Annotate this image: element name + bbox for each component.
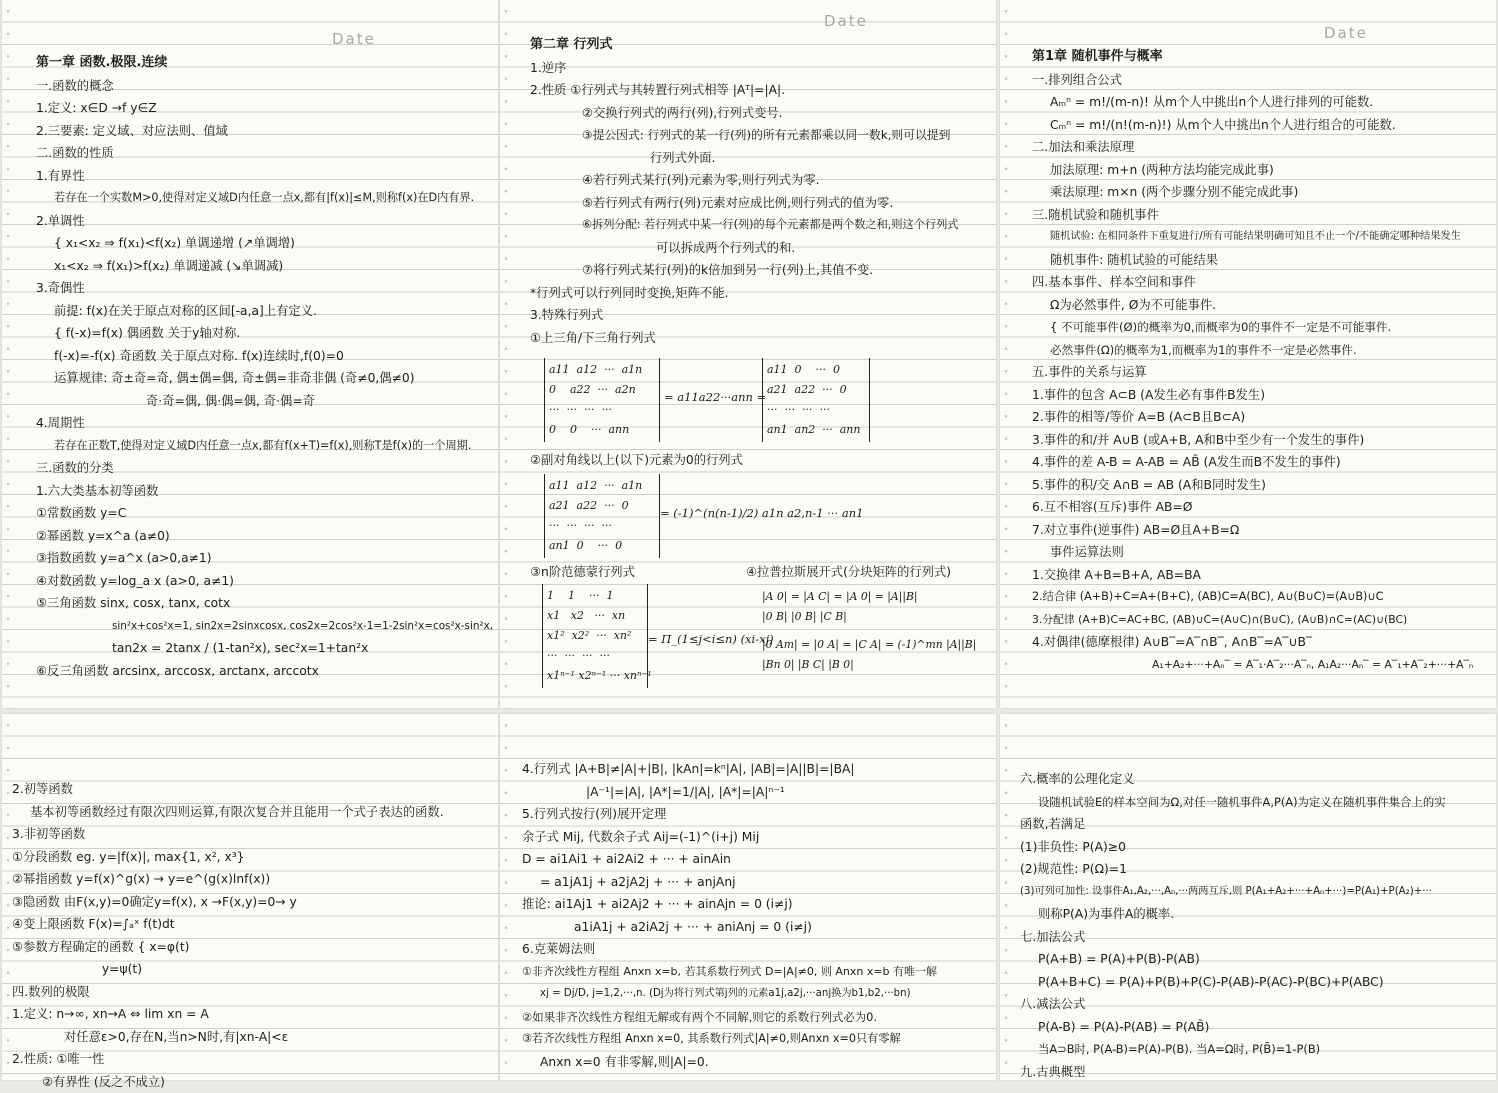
- note-line: P(A-B) = P(A)-P(AB) = P(AB̄): [1020, 1016, 1492, 1039]
- margin-dots: [1004, 0, 1008, 708]
- note-line: 1.定义: x∈D →f y∈Z: [36, 97, 496, 120]
- date-label: Date: [1324, 24, 1368, 42]
- chapter-title: 第1章 随机事件与概率: [1032, 46, 1492, 69]
- vandermonde-equality: = Π_(1≤j<i≤n) (xi-xj): [648, 632, 774, 646]
- note-line: sin²x+cos²x=1, sin2x=2sinxcosx, cos2x=2cos²x-1=1-2sin²x=cos²x-sin²x,: [36, 615, 496, 638]
- note-line: ⑤三角函数 sinx, cosx, tanx, cotx: [36, 592, 496, 615]
- note-line: 必然事件(Ω)的概率为1,而概率为1的事件不一定是必然事件.: [1032, 339, 1492, 362]
- note-line: 推论: ai1Aj1 + ai2Aj2 + ··· + ainAjn = 0 (i≠j): [522, 893, 992, 916]
- note-line: 3.非初等函数: [12, 823, 496, 846]
- note-line: 四.数列的极限: [12, 981, 496, 1004]
- note-line: ④对数函数 y=log_a x (a>0, a≠1): [36, 570, 496, 593]
- note-line: 二.加法和乘法原理: [1032, 136, 1492, 159]
- date-label: Date: [824, 12, 868, 30]
- note-line: A₁+A₂+···+Aₙ‾ = A‾₁·A‾₂···A‾ₙ, A₁A₂···Aₙ‾ = A‾₁+A‾₂+···+A‾ₙ: [1032, 654, 1492, 677]
- page3-notes: [1032, 46, 1492, 676]
- subheading: ③n阶范德蒙行列式: [530, 562, 635, 580]
- page6-notes: [1020, 768, 1492, 1083]
- note-line: Ω为必然事件, Ø为不可能事件.: [1032, 294, 1492, 317]
- note-line: 7.对立事件(逆事件) AB=Ø且A+B=Ω: [1032, 519, 1492, 542]
- note-line: 4.周期性: [36, 412, 496, 435]
- note-line: x₁<x₂ ⇒ f(x₁)>f(x₂) 单调递减 (↘单调减): [36, 255, 496, 278]
- note-line: ⑤参数方程确定的函数 { x=φ(t): [12, 936, 496, 959]
- note-line: ②交换行列式的两行(列),行列式变号.: [530, 102, 992, 125]
- note-line: ⑥拆列分配: 若行列式中某一行(列)的每个元素都是两个数之和,则这个行列式: [530, 214, 992, 237]
- note-line: 6.互不相容(互斥)事件 AB=Ø: [1032, 496, 1492, 519]
- note-line: 随机事件: 随机试验的可能结果: [1032, 249, 1492, 272]
- note-line: ③隐函数 由F(x,y)=0确定y=f(x), x →F(x,y)=0→ y: [12, 891, 496, 914]
- note-line: ③提公因式: 行列式的某一行(列)的所有元素都乘以同一数k,则可以提到: [530, 124, 992, 147]
- page4-notes: [12, 778, 496, 1093]
- note-line: 5.行列式按行(列)展开定理: [522, 803, 992, 826]
- date-label: Date: [332, 30, 376, 48]
- note-line: ②如果非齐次线性方程组无解或有两个不同解,则它的系数行列式必为0.: [522, 1006, 992, 1029]
- laplace-line: |0 B| |0 B| |C B|: [762, 610, 847, 623]
- note-line: 5.事件的积/交 A∩B = AB (A和B同时发生): [1032, 474, 1492, 497]
- note-line: 余子式 Mij, 代数余子式 Aij=(-1)^(i+j) Mij: [522, 826, 992, 849]
- note-line: 1.交换律 A+B=B+A, AB=BA: [1032, 564, 1492, 587]
- note-line: 三.随机试验和随机事件: [1032, 204, 1492, 227]
- note-line: { 不可能事件(Ø)的概率为0,而概率为0的事件不一定是不可能事件.: [1032, 316, 1492, 339]
- margin-dots: [1004, 714, 1008, 1080]
- note-line: 基本初等函数经过有限次四则运算,有限次复合并且能用一个式子表达的函数.: [12, 801, 496, 824]
- note-line: Aₘⁿ = m!/(m-n)! 从m个人中挑出n个人进行排列的可能数.: [1032, 91, 1492, 114]
- notebook-page-3: [1000, 0, 1496, 708]
- note-line: { f(-x)=f(x) 偶函数 关于y轴对称.: [36, 322, 496, 345]
- note-line: ④若行列式某行(列)元素为零,则行列式为零.: [530, 169, 992, 192]
- chapter-title: 第二章 行列式: [530, 34, 992, 57]
- note-line: ②幂函数 y=x^a (a≠0): [36, 525, 496, 548]
- note-line: 2.性质: ①唯一性: [12, 1048, 496, 1071]
- margin-dots: [504, 0, 508, 708]
- note-line: 一.函数的概念: [36, 75, 496, 98]
- note-line: 对任意ε>0,存在N,当n>N时,有|xn-A|<ε: [12, 1026, 496, 1049]
- note-line: Anxn x=0 有非零解,则|A|=0.: [522, 1051, 992, 1074]
- note-line: 一.排列组合公式: [1032, 69, 1492, 92]
- margin-dots: [504, 714, 508, 1080]
- note-line: D = ai1Ai1 + ai2Ai2 + ··· + ainAin: [522, 848, 992, 871]
- note-line: 2.三要素: 定义域、对应法则、值域: [36, 120, 496, 143]
- note-line: ①分段函数 eg. y=|f(x)|, max{1, x², x³}: [12, 846, 496, 869]
- note-line: 1.逆序: [530, 57, 992, 80]
- subheading: ④拉普拉斯展开式(分块矩阵的行列式): [746, 562, 951, 580]
- note-line: 七.加法公式: [1020, 926, 1492, 949]
- note-line: ③若齐次线性方程组 Anxn x=0, 其系数行列式|A|≠0,则Anxn x=0只有零解: [522, 1028, 992, 1051]
- notebook-page-1: [2, 0, 498, 708]
- note-line: ⑦将行列式某行(列)的k倍加到另一行(列)上,其值不变.: [530, 259, 992, 282]
- note-line: 设随机试验E的样本空间为Ω,对任一随机事件A,P(A)为定义在随机事件集合上的实: [1020, 791, 1492, 814]
- note-line: ①上三角/下三角行列式: [530, 327, 992, 350]
- note-line: y=ψ(t): [12, 958, 496, 981]
- note-line: (1)非负性: P(A)≥0: [1020, 836, 1492, 859]
- note-line: ①常数函数 y=C: [36, 502, 496, 525]
- note-line: 3.分配律 (A+B)C=AC+BC, (AB)∪C=(A∪C)∩(B∪C), (A∪B)∩C=(AC)∪(BC): [1032, 609, 1492, 632]
- note-line: 八.减法公式: [1020, 993, 1492, 1016]
- note-line: (2)规范性: P(Ω)=1: [1020, 858, 1492, 881]
- note-line: ④变上限函数 F(x)=∫ₐˣ f(t)dt: [12, 913, 496, 936]
- anti-diagonal-determinant: a11 a12 ··· a1n a21 a22 ··· 0 ··· ··· ··· ··· an1 0 ··· 0: [544, 474, 660, 558]
- note-line: ①非齐次线性方程组 Anxn x=b, 若其系数行列式 D=|A|≠0, 则 Anxn x=b 有唯一解: [522, 961, 992, 984]
- note-line: xj = Dj/D, j=1,2,···,n. (Dj为将行列式第j列的元素a1j,a2j,···anj换为b1,b2,···bn): [522, 983, 992, 1006]
- note-line: f(-x)=-f(x) 奇函数 关于原点对称. f(x)连续时,f(0)=0: [36, 345, 496, 368]
- note-line: *行列式可以行列同时变换,矩阵不能.: [530, 282, 992, 305]
- note-line: 1.有界性: [36, 165, 496, 188]
- note-line: 四.基本事件、样本空间和事件: [1032, 271, 1492, 294]
- chapter-title: 第一章 函数.极限.连续: [36, 52, 496, 75]
- notebook-page-5: [500, 714, 996, 1080]
- upper-triangular-determinant: a11 a12 ··· a1n 0 a22 ··· a2n ··· ··· ··· ··· 0 0 ··· ann: [544, 358, 660, 442]
- note-line: 则称P(A)为事件A的概率.: [1020, 903, 1492, 926]
- margin-dots: [6, 714, 10, 1080]
- note-line: 2.结合律 (A+B)+C=A+(B+C), (AB)C=A(BC), A∪(B∪C)=(A∪B)∪C: [1032, 586, 1492, 609]
- note-line: 事件运算法则: [1032, 541, 1492, 564]
- notebook-page-4: [2, 714, 498, 1080]
- notebook-page-2: [500, 0, 996, 708]
- note-line: 运算规律: 奇±奇=奇, 偶±偶=偶, 奇±偶=非奇非偶 (奇≠0,偶≠0): [36, 367, 496, 390]
- note-line: 3.事件的和/并 A∪B (或A+B, A和B中至少有一个发生的事件): [1032, 429, 1492, 452]
- note-line: 可以拆成两个行列式的和.: [530, 237, 992, 260]
- note-line: 三.函数的分类: [36, 457, 496, 480]
- laplace-line: |0 Am| = |0 A| = |C A| = (-1)^mn |A||B|: [762, 638, 976, 651]
- margin-dots: [6, 0, 10, 708]
- note-line: 4.事件的差 A-B = A-AB = AB̄ (A发生而B不发生的事件): [1032, 451, 1492, 474]
- note-line: ②幂指函数 y=f(x)^g(x) → y=e^(g(x)lnf(x)): [12, 868, 496, 891]
- note-line: 1.定义: n→∞, xn→A ⇔ lim xn = A: [12, 1003, 496, 1026]
- note-line: 九.古典概型: [1020, 1061, 1492, 1084]
- note-line: 2.性质 ①行列式与其转置行列式相等 |Aᵀ|=|A|.: [530, 79, 992, 102]
- note-line: 若存在一个实数M>0,使得对定义域D内任意一点x,都有|f(x)|≤M,则称f(x)在D内有界.: [36, 187, 496, 210]
- note-line: 1.六大类基本初等函数: [36, 480, 496, 503]
- triangular-equality: = a11a22···ann =: [664, 390, 766, 404]
- note-line: |A⁻¹|=|A|, |A*|=1/|A|, |A*|=|A|ⁿ⁻¹: [522, 781, 992, 804]
- lower-triangular-determinant: a11 0 ··· 0 a21 a22 ··· 0 ··· ··· ··· ··· an1 an2 ··· ann: [762, 358, 870, 442]
- note-line: ⑤若行列式有两行(列)元素对应成比例,则行列式的值为零.: [530, 192, 992, 215]
- note-line: 2.单调性: [36, 210, 496, 233]
- note-line: a1iA1j + a2iA2j + ··· + aniAnj = 0 (i≠j): [522, 916, 992, 939]
- page1-notes: [36, 52, 496, 682]
- note-line: 3.奇偶性: [36, 277, 496, 300]
- page5-notes: [522, 758, 992, 1073]
- note-line: Cₘⁿ = m!/(n!(m-n)!) 从m个人中挑出n个人进行组合的可能数.: [1032, 114, 1492, 137]
- note-line: P(A+B+C) = P(A)+P(B)+P(C)-P(AB)-P(AC)-P(BC)+P(ABC): [1020, 971, 1492, 994]
- note-line: = a1jA1j + a2jA2j + ··· + anjAnj: [522, 871, 992, 894]
- note-line: 3.特殊行列式: [530, 304, 992, 327]
- subheading: ②副对角线以上(以下)元素为0的行列式: [530, 450, 743, 468]
- note-line: 2.初等函数: [12, 778, 496, 801]
- note-line: 行列式外面.: [530, 147, 992, 170]
- vandermonde-determinant: 1 1 ··· 1 x1 x2 ··· xn x1² x2² ··· xn² ··· ··· ··· ··· x1ⁿ⁻¹ x2ⁿ⁻¹ ··· xnⁿ⁻¹: [542, 584, 648, 688]
- page2-notes: [530, 34, 992, 349]
- laplace-line: |A 0| = |A C| = |A 0| = |A||B|: [762, 590, 918, 603]
- note-line: 2.事件的相等/等价 A=B (A⊂B且B⊂A): [1032, 406, 1492, 429]
- note-line: 若存在正数T,使得对定义域D内任意一点x,都有f(x+T)=f(x),则称T是f(x)的一个周期.: [36, 435, 496, 458]
- note-line: 前提: f(x)在关于原点对称的区间[-a,a]上有定义.: [36, 300, 496, 323]
- laplace-line: |Bn 0| |B C| |B 0|: [762, 658, 854, 671]
- note-line: ③指数函数 y=a^x (a>0,a≠1): [36, 547, 496, 570]
- notebook-page-6: [1000, 714, 1496, 1080]
- note-line: 4.行列式 |A+B|≠|A|+|B|, |kAn|=kⁿ|A|, |AB|=|A||B|=|BA|: [522, 758, 992, 781]
- note-line: ②有界性 (反之不成立): [12, 1071, 496, 1093]
- note-line: 乘法原理: m×n (两个步骤分别不能完成此事): [1032, 181, 1492, 204]
- note-line: 当A⊃B时, P(A-B)=P(A)-P(B). 当A=Ω时, P(B̄)=1-P(B): [1020, 1038, 1492, 1061]
- note-line: (3)可列可加性: 设事件A₁,A₂,···,Aₙ,···两两互斥,则 P(A₁+A₂+···+Aₙ+···)=P(A₁)+P(A₂)+···: [1020, 881, 1492, 904]
- note-line: 1.事件的包含 A⊂B (A发生必有事件B发生): [1032, 384, 1492, 407]
- note-line: 4.对偶律(德摩根律) A∪B‾=A‾∩B‾, A∩B‾=A‾∪B‾: [1032, 631, 1492, 654]
- note-line: 奇·奇=偶, 偶·偶=偶, 奇·偶=奇: [36, 390, 496, 413]
- note-line: 函数,若满足: [1020, 813, 1492, 836]
- note-line: tan2x = 2tanx / (1-tan²x), sec²x=1+tan²x: [36, 637, 496, 660]
- note-line: 六.概率的公理化定义: [1020, 768, 1492, 791]
- anti-diagonal-equality: = (-1)^(n(n-1)/2) a1n a2,n-1 ··· an1: [660, 506, 863, 520]
- note-line: 加法原理: m+n (两种方法均能完成此事): [1032, 159, 1492, 182]
- note-line: ⑥反三角函数 arcsinx, arccosx, arctanx, arccotx: [36, 660, 496, 683]
- note-line: P(A+B) = P(A)+P(B)-P(AB): [1020, 948, 1492, 971]
- note-line: 二.函数的性质: [36, 142, 496, 165]
- note-line: { x₁<x₂ ⇒ f(x₁)<f(x₂) 单调递增 (↗单调增): [36, 232, 496, 255]
- note-line: 五.事件的关系与运算: [1032, 361, 1492, 384]
- note-line: 6.克莱姆法则: [522, 938, 992, 961]
- note-line: 随机试验: 在相同条件下重复进行/所有可能结果明确可知且不止一个/不能确定哪种结果发生: [1032, 226, 1492, 249]
